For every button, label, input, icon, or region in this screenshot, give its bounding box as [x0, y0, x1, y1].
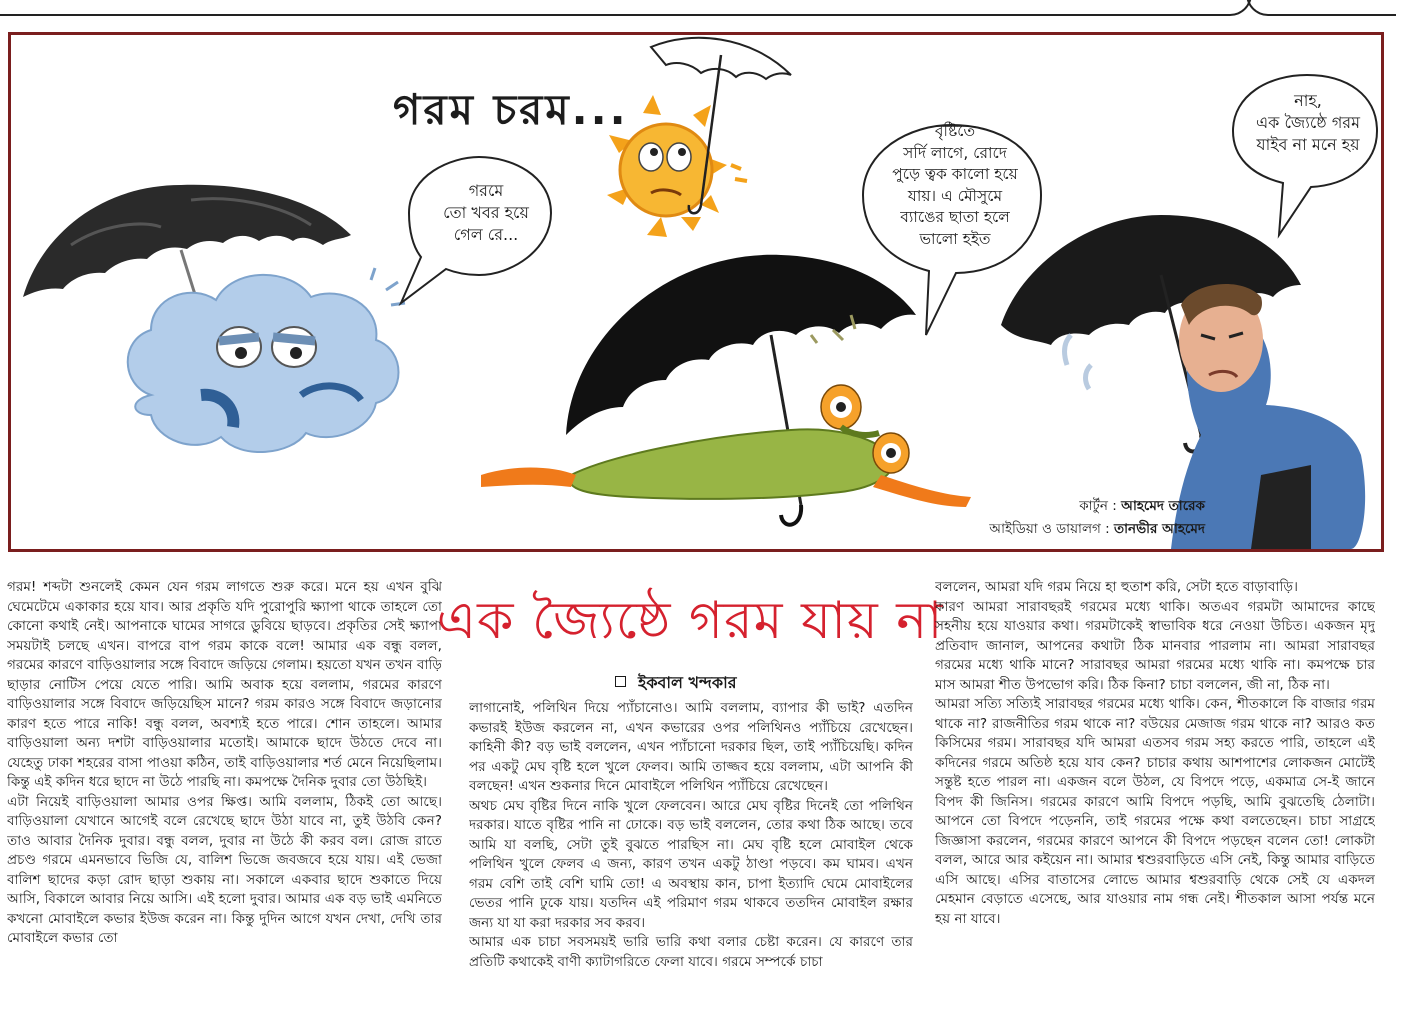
- credit-idea-name: তানভীর আহমেদ: [1113, 521, 1205, 537]
- cartoon-panel: [8, 32, 1384, 552]
- article-paragraph: আমরা সত্যি সত্যিই সারাবছর গরমের মধ্যে থাকি। কেন, শীতকালে কি বাজার গরম থাকে না? রাজনীতির গরম থাকে না? বউয়ের মেজাজ গরম থাকে না? আরও কত কিসিমের গরম। সারাবছর যদি আমরা এতসব গরম সহ্য করতে পারি, তাহলে এই কদিনের গরমে অতিষ্ঠ হয়ে যাব কেন? চাচার কথায় আশপাশের লোকজন মোটেই সন্তুষ্ট হতে পারল না। একজন বলে উঠল, যে বিপদে পড়ে, একমাত্র সে-ই জানে বিপদ কী জিনিস। গরমের কারণে আমি বিপদে পড়ছি, আমি বুঝতেছি ঠেলাটা। আপনে তো বিপদে পড়েননি, তাই গরমের পক্ষে কথা বলতেছেন। চাচা সাগ্রহে জিজ্ঞাসা করলেন, গরমের কারণে আপনে কী বিপদে পড়ছেন বলেন তো! লোকটা বলল, আরে আর কইয়েন না। আমার শ্বশুরবাড়িতে এসি নেই, কিন্তু আমার বাড়িতে এসি আছে। এসির বাতাসের লোভে আমার শ্বশুরবাড়ি থেকে সেই যে একদল মেহমান বেড়াতে এসেছে, আর যাওয়ার নাম গন্ধ নেই। শীতকাল আসা পর্যন্ত মনে হয় না যাবে।: [935, 696, 1375, 927]
- page-top-strip: [0, 0, 1401, 22]
- article-byline: [615, 670, 737, 697]
- credit-idea-label: আইডিয়া ও ডায়ালগ :: [989, 521, 1114, 537]
- cartoon-illustration: [11, 35, 1381, 549]
- article-paragraph: বললেন, আমরা যদি গরম নিয়ে হা হুতাশ করি, সেটা হতে বাড়াবাড়ি।: [935, 579, 1298, 595]
- byline-box-icon: [615, 676, 626, 687]
- article-paragraph: গরম! শব্দটা শুনলেই কেমন যেন গরম লাগতে শুরু করে। মনে হয় এখন বুঝি ঘেমেটেমে একাকার হয়ে যাব। আর প্রকৃতি যদি পুরোপুরি ক্ষ্যাপা থাকে তাহলে তো কোনো কথাই নেই। আপনাকে ঘামের সাগরে ডুবিয়ে ছাড়বে। প্রকৃতির সেই ক্ষ্যাপা সময়টাই চলছে এখন। বাপরে বাপ গরম কাকে বলে! আমার এক বন্ধু বলল, গরমের কারণে বাড়িওয়ালার সঙ্গে বিবাদে জড়িয়ে গেলাম। হয়তো যখন তখন বাড়ি ছাড়ার নোটিস পেয়ে যেতে পারি। আমি অবাক হয়ে বললাম, গরমের কারণে বাড়িওয়ালার সঙ্গে বিবাদে জড়িয়েছিস মানে? গরম কারও সঙ্গে বিবাদে জড়ানোর কারণ হতে পারে নাকি! বন্ধু বলল, অবশ্যই হতে পারে। শোন তাহলে। আমার বাড়িওয়ালা অন্য দশটা বাড়িওয়ালার মতোই। আমাকে ছাদে উঠতে দেবে না। যেহেতু ঢাকা শহরের বাসা পাওয়া কঠিন, তাই বাড়িওয়ালার শর্ত মেনে নিয়েছিলাম। কিন্তু এই কদিন ধরে ছাদে না উঠে পারছি না। কমপক্ষে দৈনিক দুবার তো উঠছিই।: [7, 579, 442, 790]
- article-paragraph: অথচ মেঘ বৃষ্টির দিনে নাকি খুলে ফেলবেন। আরে মেঘ বৃষ্টির দিনেই তো পলিথিন দরকার। যাতে বৃষ্টির পানি না ঢোকে। বড় ভাই বললেন, তোর কথা ঠিক আছে। তবে আমি যা বলছি, সেটা তুই বুঝতে পারছিস না। মেঘ বৃষ্টি হলে মোবাইল থেকে পলিথিন খুলে ফেলব এ জন্য, কারণ তখন একটু ঠাণ্ডা পড়বে। কম ঘামব। এখন গরম বেশি তাই বেশি ঘামি তো! এ অবস্থায় কান, চাপা ইত্যাদি ঘেমে মোবাইলের ভেতর পানি ঢুকে যায়। যতদিন এই পরিমাণ গরম থাকবে ততদিন মোবাইল রক্ষার জন্য যা যা করা দরকার সব করব।: [469, 797, 913, 931]
- top-rule: [0, 14, 1225, 16]
- article-paragraph: কারণ আমরা সারাবছরই গরমের মধ্যে থাকি। অতএব গরমটা আমাদের কাছে সহনীয় হয়ে যাওয়ার কথা। গরমটাকেই স্বাভাবিক ধরে নেওয়া উচিত। একজন মৃদু প্রতিবাদ জানাল, আপনের কথাটা ঠিক মানবার পারলাম না। আমরা সারাবছর গরমের মধ্যে থাকি মানে? সারাবছর আমরা গরমের মধ্যে থাকি না। কমপক্ষে চার মাস আমরা শীত উপভোগ করি। ঠিক কিনা? চাচা বললেন, জী না, ঠিক না।: [935, 598, 1375, 693]
- article-paragraph: লাগানোই, পলিথিন দিয়ে প্যাঁচানোও। আমি বললাম, ব্যাপার কী ভাই? এতদিন কভারই ইউজ করলেন না, এখন কভারের ওপর পলিথিনও প্যাঁচিয়ে রেখেছেন। কাহিনী কী? বড় ভাই বললেন, এখন প্যাঁচানো দরকার ছিল, তাই প্যাঁচিয়েছি। কদিন পর একটু মেঘ বৃষ্টি হলে খুলে ফেলব। আমি তাজ্জব হয়ে বললাম, এটা আপনি কী বলছেন! এখন শুকনার দিনে মোবাইলে পলিথিন প্যাঁচিয়ে রেখেছেন।: [469, 700, 913, 794]
- cloud-character: [128, 268, 405, 452]
- article-headline: এক জ্যৈষ্ঠে গরম যায় না: [436, 591, 944, 651]
- top-tab-curve-right: [1246, 0, 1396, 16]
- cartoon-credits: [989, 495, 1205, 541]
- byline-author: ইকবাল খন্দকার: [638, 673, 737, 692]
- credit-cartoon-label: কার্টুন :: [1079, 498, 1122, 514]
- credit-idea: [989, 518, 1205, 541]
- article-column-middle: [469, 699, 913, 1017]
- credit-cartoon-name: আহমেদ তারেক: [1121, 498, 1205, 514]
- man-bubble-text: নাহ, এক জ্যৈষ্ঠে গরম যাইব না মনে হয়: [1256, 91, 1360, 154]
- credit-cartoon: [989, 495, 1205, 518]
- cloud-bubble-text: গরমে তো খবর হয়ে গেল রে...: [443, 181, 529, 244]
- cartoon-title: গরম চরম...: [393, 85, 629, 134]
- article-paragraph: আমার এক চাচা সবসময়ই ভারি ভারি কথা বলার চেষ্টা করেন। যে কারণে তার প্রতিটি কথাকেই বাণী ক্যাটাগরিতে ফেলা যাবে। গরমে সম্পর্কে চাচা: [469, 934, 913, 970]
- article-paragraph: এটা নিয়েই বাড়িওয়ালা আমার ওপর ক্ষিপ্ত। আমি বললাম, ঠিকই তো আছে। বাড়িওয়ালা যেখানে আগেই বলে রেখেছে ছাদে উঠা যাবে না, তুই উঠবি কেন? তাও আবার দৈনিক দুবার। বন্ধু বলল, দুবার না উঠে কী করব বল। রোজ রাতে প্রচণ্ড গরমে এমনভাবে ভিজি যে, বালিশ ভিজে জবজবে হয়ে যায়। এই ভেজা বালিশ ছাদের কড়া রোদ ছাড়া শুকায় না। সকালে একবার ছাদে শুকাতে দিয়ে আসি, বিকালে আবার নিয়ে আসি। এই হলো দুবার। আমার এক বড় ভাই এমনিতে কখনো মোবাইলে কভার ইউজ করেন না। কিন্তু দুদিন আগে যখন দেখা, দেখি তার মোবাইলে কভার তো: [7, 793, 442, 946]
- article-column-right: [935, 578, 1375, 1017]
- article-column-left: [7, 578, 442, 1017]
- frog-bubble-text: বৃষ্টিতে সর্দি লাগে, রোদে পুড়ে ত্বক কালো হয়ে যায়। এ মৌসুমে ব্যাঙের ছাতা হলে ভালো হইত: [892, 122, 1018, 248]
